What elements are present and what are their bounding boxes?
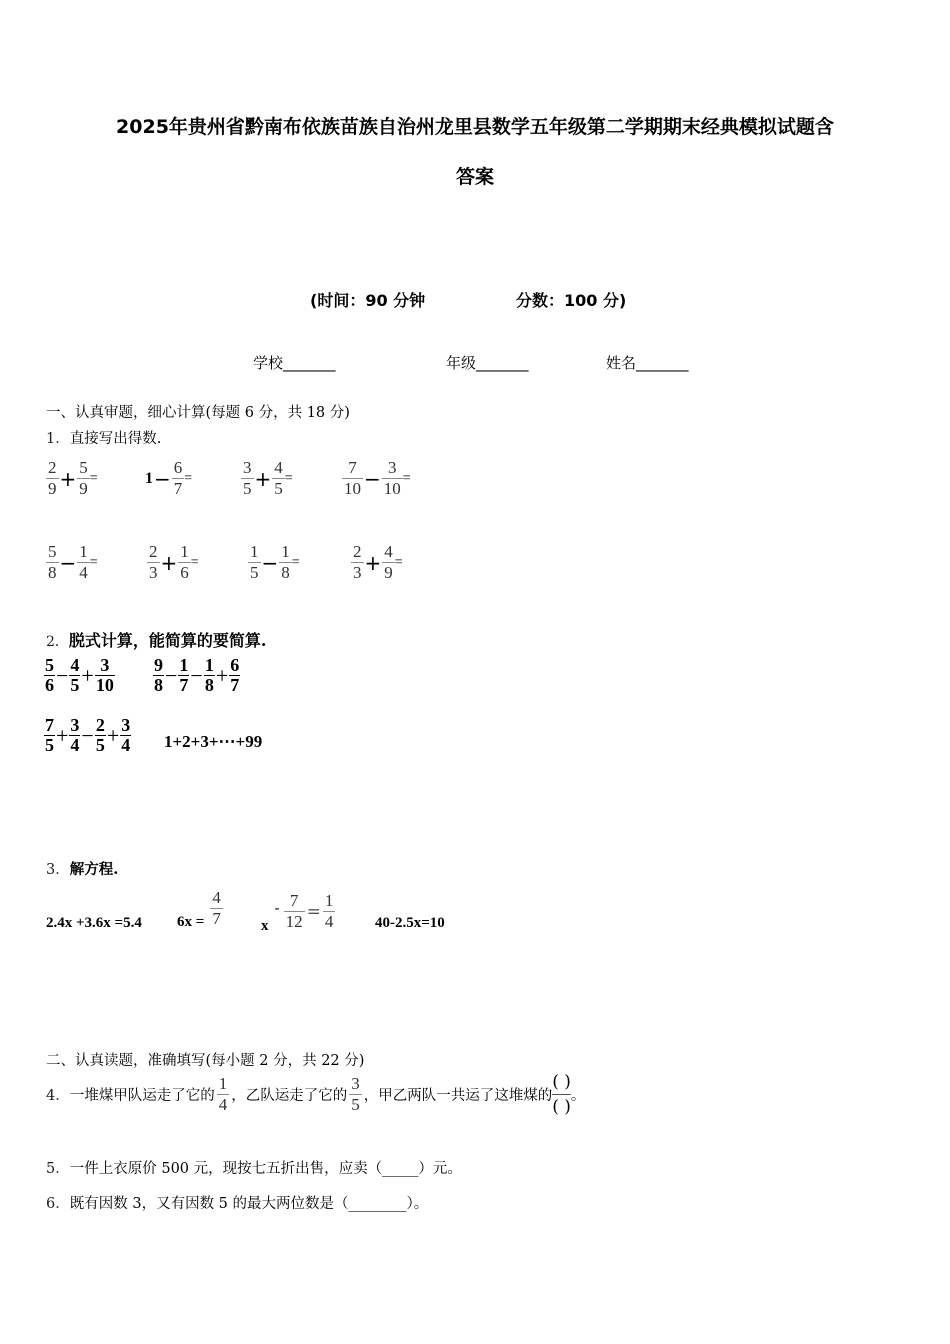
exam-time: (时间：90 分钟 — [310, 291, 426, 310]
question-2 — [46, 628, 267, 651]
q5-number: 5． — [46, 1161, 70, 1177]
q3-equation-4: 40-2.5x=10 — [375, 915, 445, 931]
q1-number: 1． — [46, 431, 70, 447]
q1-item-4: $\frac{7}{10}$ − $\frac{3}{10}$ = — [344, 458, 411, 498]
q4-answer-blank[interactable]: $\frac{( )}{( )}$ — [552, 1072, 571, 1117]
q2-expr-4: 1+2+3+⋯+99 — [164, 732, 263, 751]
q4-number: 4． — [46, 1088, 70, 1104]
section2-heading: 二、认真读题，准确填写(每小题 2 分，共 22 分) — [46, 1053, 365, 1069]
q2-number: 2． — [46, 634, 69, 650]
exam-score: 分数：100 分) — [516, 291, 627, 310]
q1-text: 直接写出得数. — [69, 431, 162, 447]
section1-heading: 一、认真审题，细心计算(每题 6 分，共 18 分) — [46, 405, 350, 421]
q1-item-3: $\frac{3}{5}$ + $\frac{4}{5}$ = — [243, 458, 293, 498]
q2-expr-1: 5 6 − $\frac{4}{5}$ + $\frac{3}{10}$ — [45, 655, 114, 695]
q6-number: 6． — [46, 1196, 70, 1212]
q1-item-2: 1 − $\frac{6}{7}$ = — [145, 458, 193, 498]
q2-expr-3: 7 5 + $\frac{3}{4}$ − $\frac{2}{5}$ + $\frac{3}{4}$ — [45, 715, 131, 755]
school-field[interactable]: 学校_______ — [253, 354, 336, 372]
grade-field[interactable]: 年级_______ — [446, 354, 529, 372]
q6-text: 既有因数 3，又有因数 5 的最大两位数是（________）。 — [69, 1196, 429, 1212]
q3-equation-2: 6x = $\frac{4}{7}$ — [177, 888, 221, 930]
question-5 — [46, 1157, 462, 1178]
question-3 — [46, 858, 118, 879]
q1-item-7: $\frac{1}{5}$ − $\frac{1}{8}$ = — [250, 542, 300, 582]
q3-text: 解方程. — [69, 861, 119, 878]
q3-equation-1: 2.4x +3.6x =5.4 — [46, 915, 142, 931]
q5-text: 一件上衣原价 500 元，现按七五折出售，应卖（_____）元。 — [69, 1161, 462, 1177]
q1-item-8: $\frac{2}{3}$ + $\frac{4}{9}$ = — [353, 542, 403, 582]
document-title-line1: 2025年贵州省黔南布依族苗族自治州龙里县数学五年级第二学期期末经典模拟试题含 — [116, 116, 834, 138]
q2-expr-2: 9 8 − $\frac{1}{7}$ − $\frac{1}{8}$ + $\frac{6}{7}$ — [154, 655, 240, 695]
question-4: 4． 一堆煤甲队运走了它的 $\frac{1}{4}$ ，乙队运走了它的 $\frac{3}{5}$ ，甲乙两队一共运了这堆煤的 $\frac{( )}{( )}$ 。 — [46, 1072, 586, 1117]
document-title-line2: 答案 — [455, 166, 494, 188]
q1-item-1: $\frac{2}{9}$ + $\frac{5}{9}$ = — [48, 458, 98, 498]
q1-item-6: $\frac{2}{3}$ + $\frac{1}{6}$ = — [149, 542, 199, 582]
question-1 — [46, 427, 161, 448]
name-field[interactable]: 姓名_______ — [606, 354, 689, 372]
q2-text: 脱式计算，能简算的要简算. — [68, 631, 267, 650]
q3-number: 3． — [46, 862, 70, 878]
q3-equation-3: x - $\frac{7}{12}$ = $\frac{1}{4}$ — [261, 891, 334, 934]
question-6 — [46, 1192, 428, 1213]
q1-item-5: $\frac{5}{8}$ − $\frac{1}{4}$ = — [48, 542, 98, 582]
